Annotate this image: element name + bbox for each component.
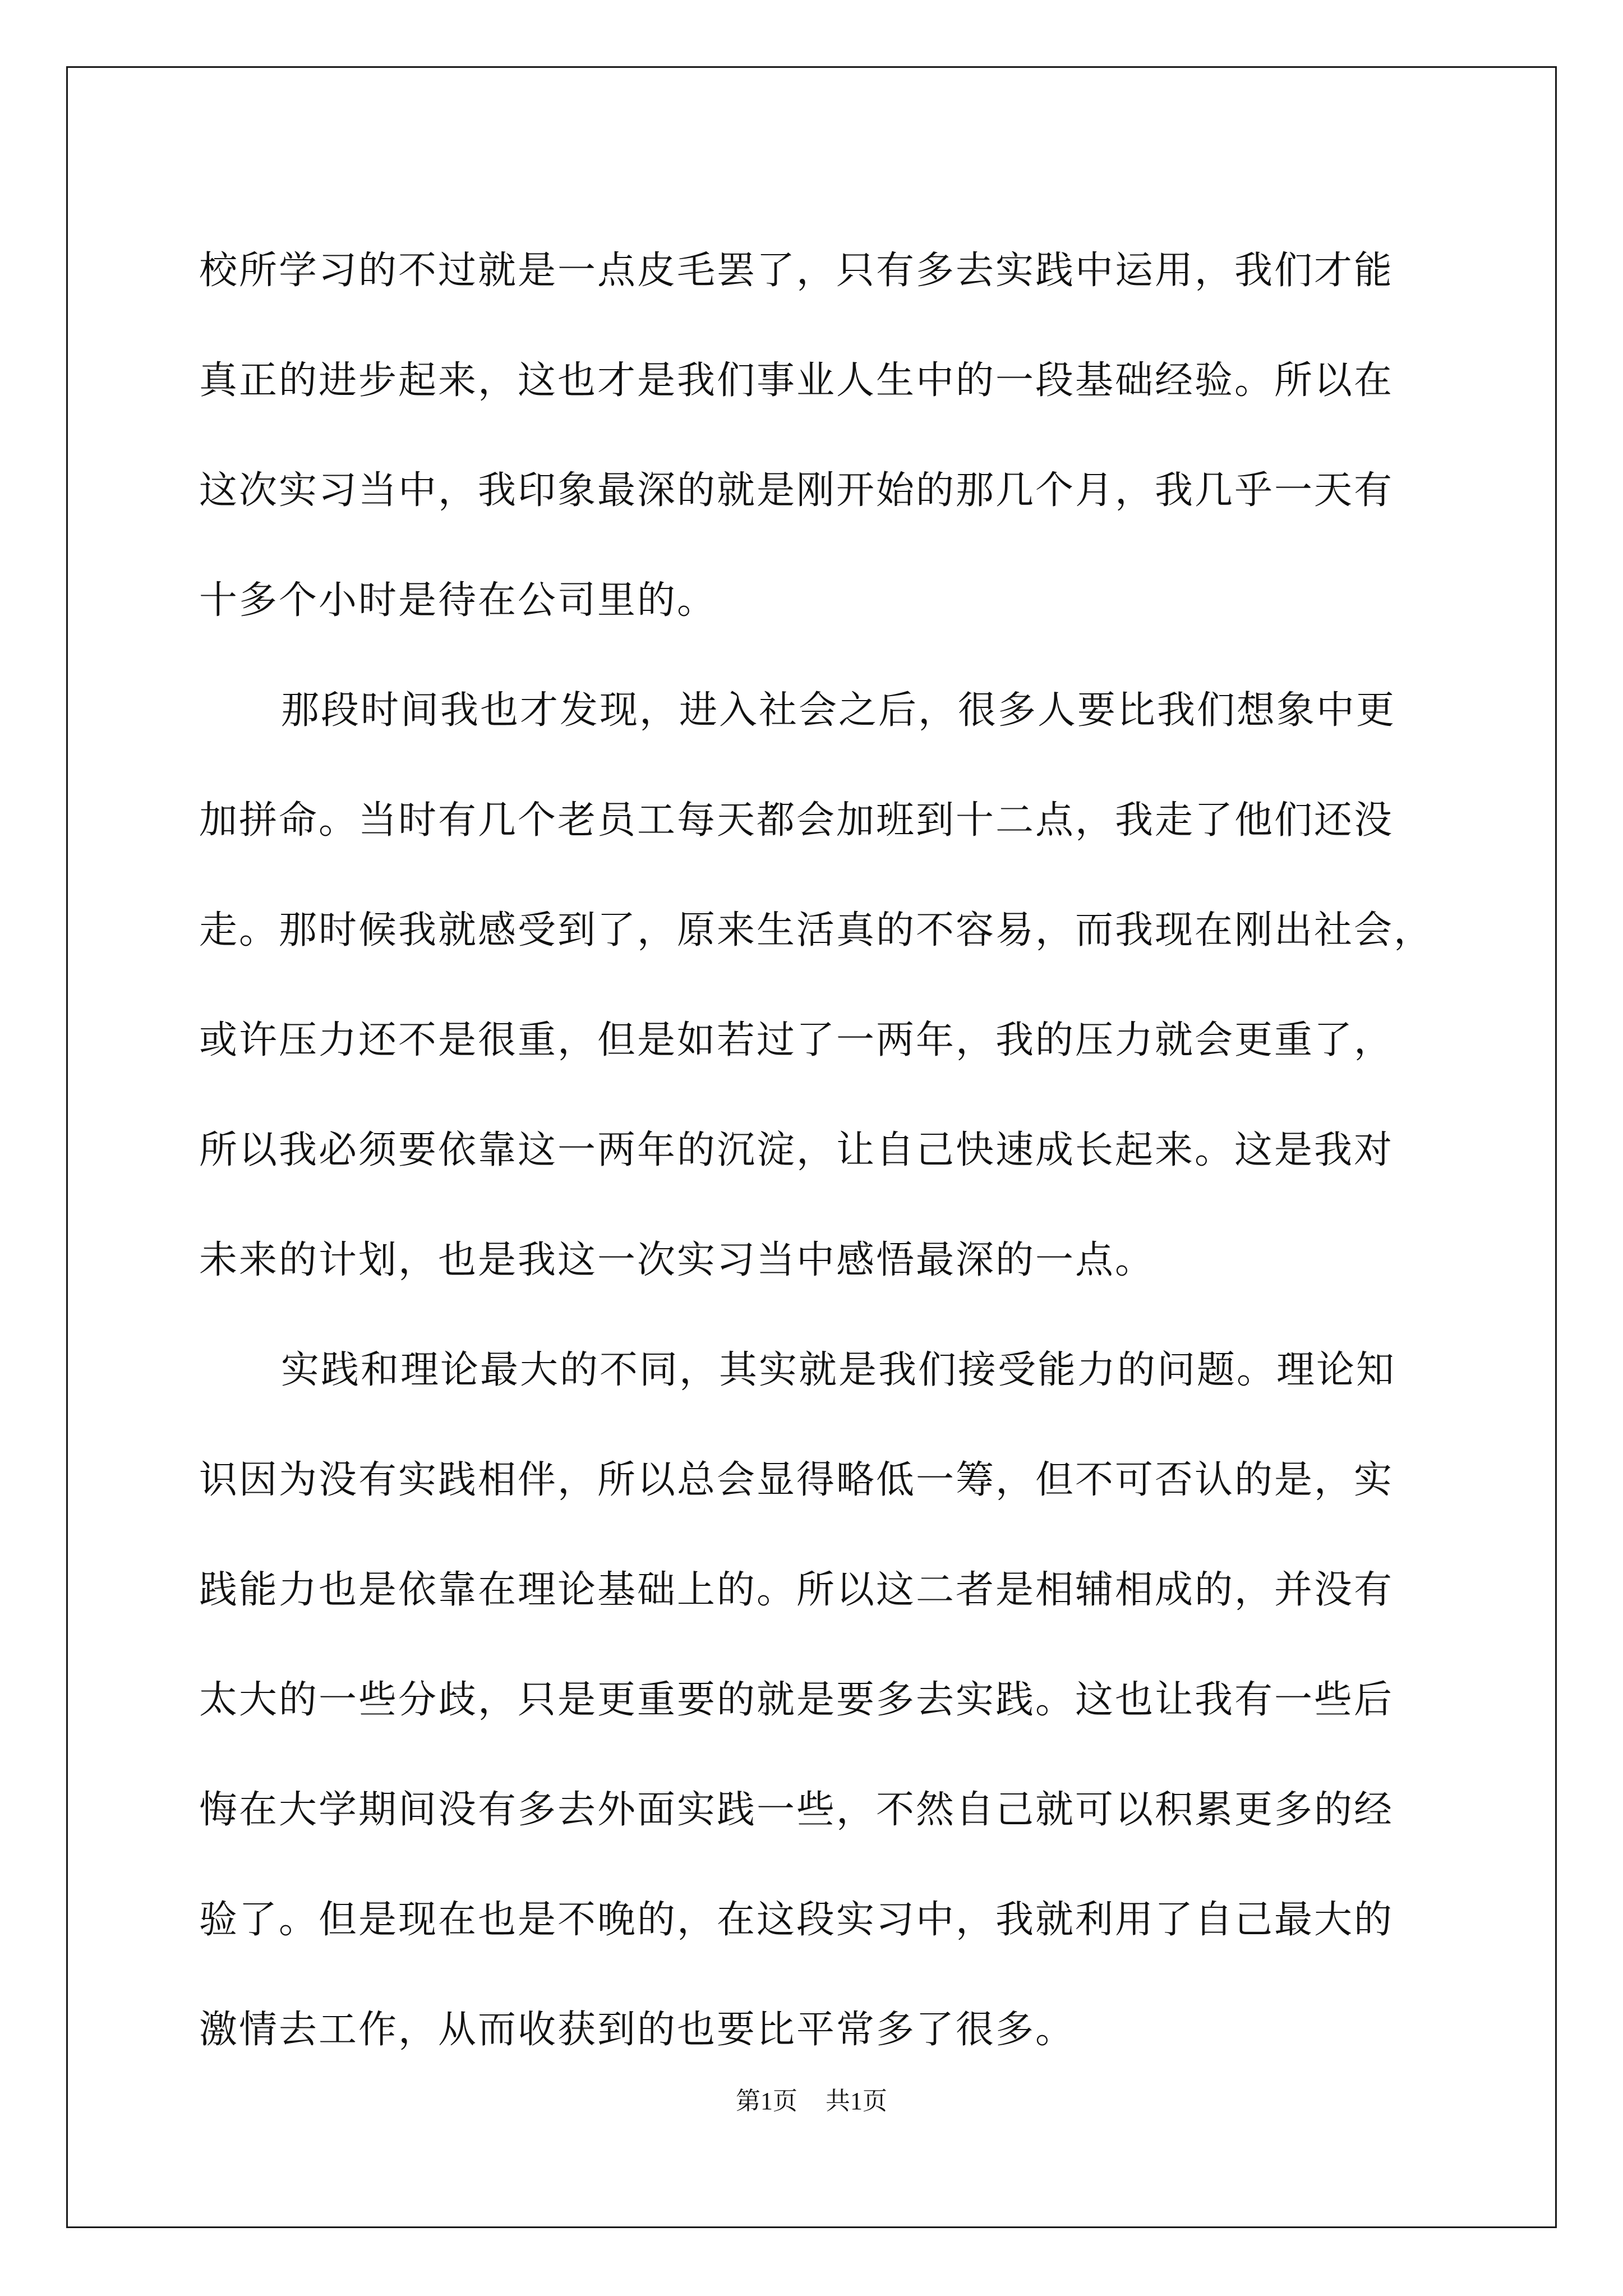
text-line: 激情去工作，从而收获到的也要比平常多了很多。 bbox=[199, 2008, 1076, 2052]
text-line: 验了。但是现在也是不晚的，在这段实习中，我就利用了自己最大的 bbox=[199, 1898, 1394, 1942]
text-line: 校所学习的不过就是一点皮毛罢了，只有多去实践中运用，我们才能 bbox=[199, 249, 1394, 293]
text-line: 悔在大学期间没有多去外面实践一些，不然自己就可以积累更多的经 bbox=[199, 1788, 1394, 1832]
paragraph-first-line: 实践和理论最大的不同，其实就是我们接受能力的问题。理论知 bbox=[281, 1348, 1396, 1392]
page-number: 第1页 bbox=[736, 2087, 797, 2115]
text-line: 践能力也是依靠在理论基础上的。所以这二者是相辅相成的，并没有 bbox=[199, 1568, 1394, 1612]
paragraph-first-line: 那段时间我也才发现，进入社会之后，很多人要比我们想象中更 bbox=[281, 688, 1396, 733]
text-line: 太大的一些分歧，只是更重要的就是要多去实践。这也让我有一些后 bbox=[199, 1678, 1394, 1722]
text-line: 走。那时候我就感受到了，原来生活真的不容易，而我现在刚出社会， bbox=[199, 908, 1434, 953]
document-body bbox=[199, 216, 1450, 2085]
text-line: 真正的进步起来，这也才是我们事业人生中的一段基础经验。所以在 bbox=[199, 358, 1394, 403]
text-line: 或许压力还不是很重，但是如若过了一两年，我的压力就会更重了， bbox=[199, 1018, 1394, 1062]
text-line: 识因为没有实践相伴，所以总会显得略低一筹，但不可否认的是，实 bbox=[199, 1458, 1394, 1502]
page-footer bbox=[0, 2085, 1623, 2118]
page-total: 共1页 bbox=[826, 2087, 887, 2115]
text-line: 这次实习当中，我印象最深的就是刚开始的那几个月，我几乎一天有 bbox=[199, 468, 1394, 513]
text-line: 未来的计划，也是我这一次实习当中感悟最深的一点。 bbox=[199, 1238, 1155, 1282]
text-line: 十多个小时是待在公司里的。 bbox=[199, 578, 717, 623]
text-line: 所以我必须要依靠这一两年的沉淀，让自己快速成长起来。这是我对 bbox=[199, 1128, 1394, 1172]
text-line: 加拼命。当时有几个老员工每天都会加班到十二点，我走了他们还没 bbox=[199, 798, 1394, 843]
